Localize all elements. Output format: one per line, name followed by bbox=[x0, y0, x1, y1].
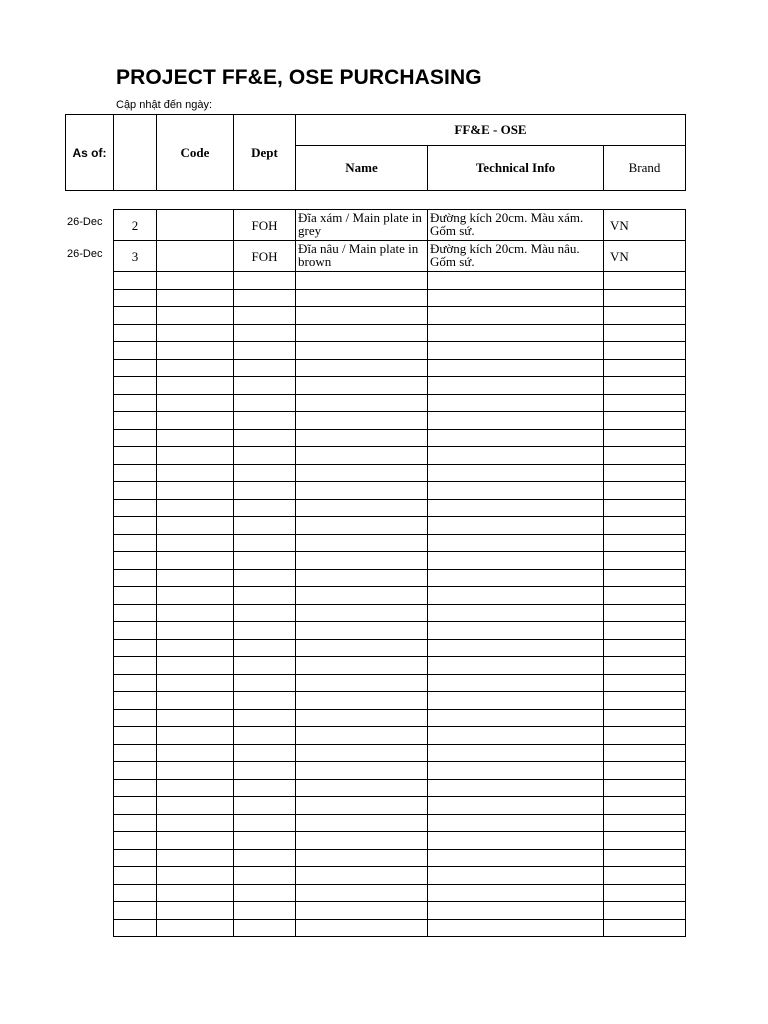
empty-table-row bbox=[114, 482, 686, 500]
empty-cell bbox=[428, 342, 604, 360]
empty-cell bbox=[604, 342, 686, 360]
empty-cell bbox=[296, 552, 428, 570]
empty-cell bbox=[114, 779, 157, 797]
empty-cell bbox=[114, 552, 157, 570]
empty-cell bbox=[296, 604, 428, 622]
empty-cell bbox=[296, 587, 428, 605]
row-technical-info: Đường kích 20cm. Màu nâu. Gốm sứ. bbox=[428, 241, 604, 272]
empty-cell bbox=[234, 517, 296, 535]
empty-cell bbox=[234, 359, 296, 377]
empty-cell bbox=[296, 727, 428, 745]
empty-cell bbox=[114, 639, 157, 657]
row-brand: VN bbox=[604, 210, 686, 241]
empty-cell bbox=[428, 657, 604, 675]
empty-cell bbox=[234, 622, 296, 640]
empty-cell bbox=[296, 499, 428, 517]
empty-cell bbox=[604, 464, 686, 482]
empty-cell bbox=[428, 744, 604, 762]
empty-cell bbox=[157, 622, 234, 640]
empty-cell bbox=[114, 394, 157, 412]
empty-cell bbox=[157, 604, 234, 622]
empty-cell bbox=[157, 359, 234, 377]
empty-cell bbox=[234, 482, 296, 500]
empty-cell bbox=[114, 709, 157, 727]
empty-cell bbox=[296, 779, 428, 797]
empty-cell bbox=[604, 552, 686, 570]
empty-cell bbox=[157, 639, 234, 657]
brand-header: Brand bbox=[604, 146, 686, 191]
empty-table-row bbox=[114, 657, 686, 675]
empty-cell bbox=[428, 622, 604, 640]
empty-cell bbox=[428, 464, 604, 482]
empty-cell bbox=[604, 604, 686, 622]
empty-cell bbox=[428, 569, 604, 587]
empty-table-row bbox=[114, 779, 686, 797]
empty-cell bbox=[234, 657, 296, 675]
empty-cell bbox=[157, 324, 234, 342]
empty-cell bbox=[428, 779, 604, 797]
empty-table-row bbox=[114, 622, 686, 640]
empty-cell bbox=[428, 849, 604, 867]
empty-cell bbox=[157, 552, 234, 570]
empty-table-row bbox=[114, 307, 686, 325]
empty-cell bbox=[234, 394, 296, 412]
empty-cell bbox=[428, 429, 604, 447]
empty-cell bbox=[234, 412, 296, 430]
empty-cell bbox=[428, 587, 604, 605]
empty-cell bbox=[114, 412, 157, 430]
empty-table-row bbox=[114, 289, 686, 307]
empty-cell bbox=[604, 534, 686, 552]
empty-table-row bbox=[114, 499, 686, 517]
empty-table-row bbox=[114, 324, 686, 342]
empty-table-row bbox=[114, 884, 686, 902]
empty-cell bbox=[114, 464, 157, 482]
empty-cell bbox=[428, 412, 604, 430]
empty-cell bbox=[157, 692, 234, 710]
empty-cell bbox=[604, 814, 686, 832]
empty-cell bbox=[604, 849, 686, 867]
empty-table-row bbox=[114, 692, 686, 710]
empty-cell bbox=[604, 377, 686, 395]
empty-cell bbox=[157, 709, 234, 727]
empty-cell bbox=[428, 447, 604, 465]
empty-cell bbox=[428, 377, 604, 395]
empty-table-row bbox=[114, 604, 686, 622]
empty-cell bbox=[157, 832, 234, 850]
row-date: 26-Dec bbox=[67, 248, 103, 260]
table-row bbox=[114, 241, 686, 272]
empty-cell bbox=[428, 884, 604, 902]
empty-cell bbox=[296, 517, 428, 535]
row-number: 3 bbox=[114, 241, 157, 272]
empty-cell bbox=[604, 709, 686, 727]
empty-cell bbox=[296, 919, 428, 937]
empty-cell bbox=[428, 604, 604, 622]
empty-cell bbox=[296, 814, 428, 832]
empty-cell bbox=[234, 779, 296, 797]
empty-cell bbox=[234, 534, 296, 552]
empty-cell bbox=[157, 727, 234, 745]
empty-cell bbox=[157, 919, 234, 937]
empty-cell bbox=[296, 832, 428, 850]
empty-cell bbox=[296, 324, 428, 342]
empty-cell bbox=[604, 692, 686, 710]
empty-cell bbox=[296, 622, 428, 640]
empty-cell bbox=[428, 919, 604, 937]
empty-table-row bbox=[114, 797, 686, 815]
empty-cell bbox=[604, 447, 686, 465]
empty-cell bbox=[157, 412, 234, 430]
empty-table-row bbox=[114, 867, 686, 885]
empty-cell bbox=[157, 814, 234, 832]
ffe-ose-group-header: FF&E - OSE bbox=[296, 115, 686, 146]
empty-cell bbox=[604, 272, 686, 290]
empty-table-row bbox=[114, 762, 686, 780]
table-row bbox=[114, 210, 686, 241]
empty-cell bbox=[428, 709, 604, 727]
empty-cell bbox=[234, 727, 296, 745]
empty-cell bbox=[604, 884, 686, 902]
empty-cell bbox=[114, 762, 157, 780]
empty-cell bbox=[604, 482, 686, 500]
code-header: Code bbox=[157, 115, 234, 191]
empty-cell bbox=[428, 534, 604, 552]
empty-cell bbox=[428, 832, 604, 850]
empty-cell bbox=[234, 499, 296, 517]
empty-cell bbox=[296, 289, 428, 307]
empty-cell bbox=[428, 639, 604, 657]
empty-cell bbox=[296, 342, 428, 360]
empty-cell bbox=[296, 744, 428, 762]
empty-cell bbox=[157, 377, 234, 395]
empty-cell bbox=[234, 377, 296, 395]
empty-cell bbox=[157, 394, 234, 412]
empty-cell bbox=[157, 289, 234, 307]
items-table bbox=[113, 209, 686, 937]
empty-cell bbox=[234, 552, 296, 570]
row-brand: VN bbox=[604, 241, 686, 272]
empty-table-row bbox=[114, 534, 686, 552]
row-name: Đĩa xám / Main plate in grey bbox=[296, 210, 428, 241]
page-title: PROJECT FF&E, OSE PURCHASING bbox=[116, 66, 482, 89]
empty-cell bbox=[114, 324, 157, 342]
empty-table-row bbox=[114, 744, 686, 762]
empty-cell bbox=[296, 394, 428, 412]
empty-cell bbox=[296, 412, 428, 430]
empty-cell bbox=[157, 744, 234, 762]
empty-cell bbox=[428, 359, 604, 377]
empty-table-row bbox=[114, 814, 686, 832]
empty-cell bbox=[234, 289, 296, 307]
empty-cell bbox=[428, 902, 604, 920]
empty-cell bbox=[428, 867, 604, 885]
empty-cell bbox=[234, 342, 296, 360]
empty-cell bbox=[157, 674, 234, 692]
empty-cell bbox=[604, 639, 686, 657]
empty-table-row bbox=[114, 849, 686, 867]
empty-cell bbox=[234, 744, 296, 762]
empty-cell bbox=[428, 674, 604, 692]
empty-cell bbox=[114, 534, 157, 552]
empty-cell bbox=[234, 272, 296, 290]
empty-cell bbox=[604, 832, 686, 850]
empty-table-row bbox=[114, 464, 686, 482]
empty-cell bbox=[157, 884, 234, 902]
empty-cell bbox=[114, 744, 157, 762]
empty-cell bbox=[428, 324, 604, 342]
empty-cell bbox=[604, 919, 686, 937]
empty-cell bbox=[157, 499, 234, 517]
empty-cell bbox=[114, 692, 157, 710]
empty-cell bbox=[234, 639, 296, 657]
empty-cell bbox=[114, 499, 157, 517]
empty-cell bbox=[114, 902, 157, 920]
empty-table-row bbox=[114, 832, 686, 850]
empty-cell bbox=[428, 272, 604, 290]
empty-cell bbox=[296, 534, 428, 552]
empty-cell bbox=[428, 307, 604, 325]
empty-cell bbox=[296, 307, 428, 325]
empty-cell bbox=[604, 797, 686, 815]
empty-cell bbox=[234, 464, 296, 482]
empty-cell bbox=[234, 797, 296, 815]
empty-cell bbox=[428, 499, 604, 517]
empty-cell bbox=[296, 902, 428, 920]
empty-cell bbox=[428, 797, 604, 815]
empty-cell bbox=[157, 534, 234, 552]
empty-cell bbox=[604, 674, 686, 692]
empty-cell bbox=[234, 919, 296, 937]
empty-cell bbox=[234, 569, 296, 587]
empty-cell bbox=[114, 587, 157, 605]
empty-cell bbox=[296, 447, 428, 465]
no-header bbox=[114, 115, 157, 191]
empty-cell bbox=[114, 814, 157, 832]
header-table bbox=[65, 114, 686, 191]
empty-table-row bbox=[114, 919, 686, 937]
empty-cell bbox=[234, 849, 296, 867]
empty-cell bbox=[604, 394, 686, 412]
empty-cell bbox=[234, 307, 296, 325]
empty-table-row bbox=[114, 569, 686, 587]
empty-cell bbox=[234, 762, 296, 780]
empty-cell bbox=[234, 429, 296, 447]
dept-header: Dept bbox=[234, 115, 296, 191]
empty-cell bbox=[114, 447, 157, 465]
empty-cell bbox=[157, 762, 234, 780]
empty-cell bbox=[296, 762, 428, 780]
empty-cell bbox=[296, 464, 428, 482]
empty-cell bbox=[296, 797, 428, 815]
empty-table-row bbox=[114, 709, 686, 727]
empty-table-row bbox=[114, 587, 686, 605]
empty-cell bbox=[604, 779, 686, 797]
empty-cell bbox=[114, 604, 157, 622]
empty-cell bbox=[604, 324, 686, 342]
empty-cell bbox=[157, 429, 234, 447]
empty-cell bbox=[604, 587, 686, 605]
empty-cell bbox=[234, 832, 296, 850]
empty-cell bbox=[114, 674, 157, 692]
empty-cell bbox=[296, 849, 428, 867]
empty-table-row bbox=[114, 674, 686, 692]
row-code bbox=[157, 241, 234, 272]
row-technical-info: Đường kích 20cm. Màu xám. Gốm sứ. bbox=[428, 210, 604, 241]
empty-cell bbox=[604, 412, 686, 430]
empty-cell bbox=[234, 709, 296, 727]
empty-cell bbox=[296, 429, 428, 447]
empty-cell bbox=[604, 727, 686, 745]
empty-cell bbox=[428, 692, 604, 710]
row-name: Đĩa nâu / Main plate in brown bbox=[296, 241, 428, 272]
empty-cell bbox=[114, 517, 157, 535]
technical-info-header: Technical Info bbox=[428, 146, 604, 191]
empty-cell bbox=[604, 499, 686, 517]
empty-cell bbox=[234, 674, 296, 692]
empty-cell bbox=[604, 762, 686, 780]
empty-cell bbox=[234, 867, 296, 885]
empty-cell bbox=[157, 517, 234, 535]
name-header: Name bbox=[296, 146, 428, 191]
empty-cell bbox=[428, 289, 604, 307]
empty-cell bbox=[296, 884, 428, 902]
empty-cell bbox=[296, 639, 428, 657]
empty-table-row bbox=[114, 394, 686, 412]
empty-cell bbox=[157, 272, 234, 290]
as-of-header: As of: bbox=[66, 115, 114, 191]
empty-cell bbox=[296, 657, 428, 675]
empty-cell bbox=[234, 692, 296, 710]
empty-cell bbox=[114, 849, 157, 867]
empty-cell bbox=[604, 429, 686, 447]
empty-cell bbox=[157, 482, 234, 500]
empty-cell bbox=[114, 622, 157, 640]
empty-cell bbox=[114, 867, 157, 885]
empty-cell bbox=[157, 447, 234, 465]
empty-cell bbox=[296, 569, 428, 587]
empty-cell bbox=[604, 657, 686, 675]
empty-cell bbox=[296, 272, 428, 290]
empty-cell bbox=[157, 464, 234, 482]
empty-table-row bbox=[114, 447, 686, 465]
empty-cell bbox=[157, 902, 234, 920]
empty-cell bbox=[114, 919, 157, 937]
empty-cell bbox=[296, 674, 428, 692]
empty-cell bbox=[428, 727, 604, 745]
empty-cell bbox=[157, 569, 234, 587]
empty-table-row bbox=[114, 412, 686, 430]
empty-cell bbox=[234, 902, 296, 920]
empty-cell bbox=[604, 307, 686, 325]
empty-cell bbox=[157, 307, 234, 325]
empty-cell bbox=[114, 727, 157, 745]
empty-cell bbox=[428, 482, 604, 500]
empty-table-row bbox=[114, 517, 686, 535]
empty-table-row bbox=[114, 429, 686, 447]
empty-cell bbox=[604, 569, 686, 587]
row-number: 2 bbox=[114, 210, 157, 241]
empty-cell bbox=[604, 359, 686, 377]
empty-cell bbox=[604, 622, 686, 640]
empty-cell bbox=[296, 359, 428, 377]
empty-cell bbox=[296, 709, 428, 727]
empty-cell bbox=[604, 902, 686, 920]
empty-table-row bbox=[114, 272, 686, 290]
empty-cell bbox=[296, 377, 428, 395]
empty-table-row bbox=[114, 639, 686, 657]
empty-cell bbox=[234, 587, 296, 605]
empty-cell bbox=[604, 867, 686, 885]
empty-cell bbox=[114, 272, 157, 290]
empty-cell bbox=[157, 779, 234, 797]
empty-cell bbox=[296, 867, 428, 885]
empty-table-row bbox=[114, 727, 686, 745]
empty-cell bbox=[428, 552, 604, 570]
empty-cell bbox=[157, 342, 234, 360]
empty-table-row bbox=[114, 359, 686, 377]
empty-cell bbox=[234, 814, 296, 832]
empty-cell bbox=[604, 517, 686, 535]
row-dept: FOH bbox=[234, 210, 296, 241]
empty-table-row bbox=[114, 902, 686, 920]
empty-cell bbox=[157, 867, 234, 885]
empty-cell bbox=[114, 429, 157, 447]
empty-cell bbox=[157, 657, 234, 675]
empty-table-row bbox=[114, 377, 686, 395]
empty-cell bbox=[234, 447, 296, 465]
empty-table-row bbox=[114, 342, 686, 360]
empty-cell bbox=[114, 289, 157, 307]
empty-cell bbox=[428, 814, 604, 832]
empty-cell bbox=[296, 692, 428, 710]
empty-cell bbox=[428, 762, 604, 780]
empty-cell bbox=[114, 342, 157, 360]
empty-cell bbox=[428, 394, 604, 412]
empty-cell bbox=[157, 797, 234, 815]
empty-cell bbox=[114, 377, 157, 395]
empty-cell bbox=[114, 797, 157, 815]
updated-date-label: Cập nhật đến ngày: bbox=[116, 99, 213, 111]
empty-cell bbox=[234, 324, 296, 342]
empty-cell bbox=[114, 307, 157, 325]
empty-cell bbox=[114, 657, 157, 675]
empty-cell bbox=[114, 482, 157, 500]
empty-cell bbox=[114, 884, 157, 902]
empty-cell bbox=[296, 482, 428, 500]
empty-cell bbox=[157, 587, 234, 605]
empty-cell bbox=[604, 289, 686, 307]
row-dept: FOH bbox=[234, 241, 296, 272]
empty-cell bbox=[428, 517, 604, 535]
empty-cell bbox=[234, 604, 296, 622]
row-date: 26-Dec bbox=[67, 216, 103, 228]
empty-cell bbox=[234, 884, 296, 902]
empty-cell bbox=[114, 832, 157, 850]
empty-cell bbox=[114, 569, 157, 587]
empty-cell bbox=[604, 744, 686, 762]
empty-table-row bbox=[114, 552, 686, 570]
empty-cell bbox=[114, 359, 157, 377]
empty-cell bbox=[157, 849, 234, 867]
row-code bbox=[157, 210, 234, 241]
